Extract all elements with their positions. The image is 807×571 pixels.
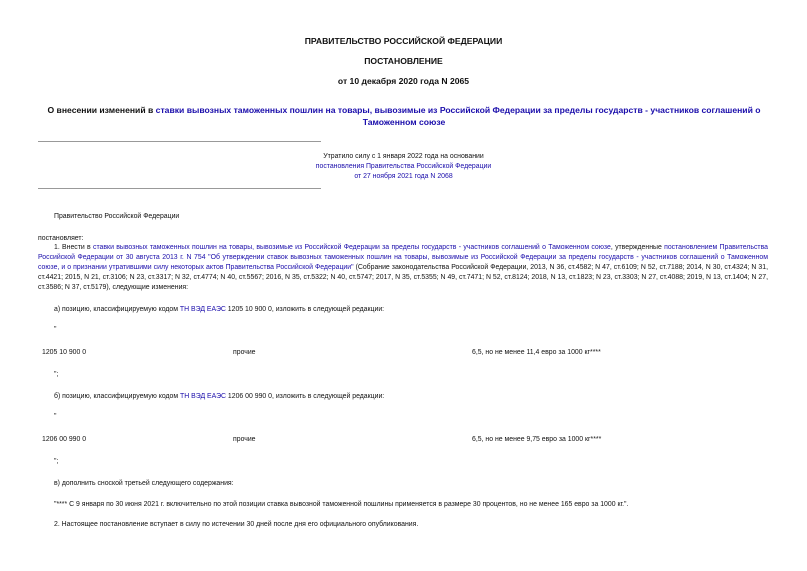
- row-2-code: 1206 00 990 0: [42, 436, 87, 443]
- document-title: [34, 104, 774, 128]
- p1-text-a: 1. Внести в: [54, 244, 94, 251]
- item-b-post: 1206 00 990 0, изложить в следующей редакции:: [226, 393, 385, 400]
- item-b-pre: б) позицию, классифицируемую кодом: [54, 393, 181, 400]
- row-1-code: 1205 10 900 0: [42, 349, 87, 356]
- item-c: в) дополнить сноской третьей следующего содержания:: [54, 480, 234, 487]
- document-date: от 10 декабря 2020 года N 2065: [337, 76, 470, 86]
- divider-bottom: [38, 188, 321, 189]
- repeal-notice: [300, 152, 507, 182]
- government-heading: ПРАВИТЕЛЬСТВО РОССИЙСКОЙ ФЕДЕРАЦИИ: [304, 36, 503, 46]
- paragraph-2: 2. Настоящее постановление вступает в силу по истечении 30 дней после дня его официального опубликования.: [54, 521, 419, 528]
- government-line: Правительство Российской Федерации: [54, 213, 180, 220]
- repeal-notice-link-date[interactable]: от 27 ноября 2021 года N 2068: [354, 173, 453, 180]
- item-b: [54, 392, 384, 402]
- close-quote-b: ";: [54, 458, 59, 465]
- p1-text-b: , утвержденные: [610, 244, 665, 251]
- p1-link-rates[interactable]: ставки вывозных таможенных пошлин на товары, вывозимые из Российской Федерации за пределы государств - участников соглашений о Таможенном союзе: [93, 244, 611, 251]
- item-a-post: 1205 10 900 0, изложить в следующей редакции:: [225, 306, 385, 313]
- paragraph-1: [38, 243, 768, 293]
- row-2-rate: 6,5, но не менее 9,75 евро за 1000 кг****: [472, 436, 602, 443]
- title-link[interactable]: ставки вывозных таможенных пошлин на товары, вывозимые из Российской Федерации за пределы государств - участников соглашений о Таможенном союзе: [155, 105, 761, 127]
- p1-text-c: (Собрание законодательства Российской Федерации, 2013, N 36, ст.4582; N 47, ст.6109; N 52, ст.7188; 2014, N 30, ст.4324; N 31, ст.4421; 2015, N 21, ст.3106; N 23, ст.3317; N 32, ст.4774; N 40, ст.5567; 2016, N 35, ст.5322; N 40, ст.5747; 2017, N 35, ст.5355; N 49, ст.7471; N 52, ст.8124; 2018, N 13, ст.1823; N 23, ст.3303; N 27, ст.4088; 2019, N 13, ст.1404; N 27, ст.3586; N 37, ст.5179), следующие изменения:: [38, 264, 768, 291]
- row-2-name: прочие: [233, 436, 256, 443]
- open-quote-b: ": [54, 413, 57, 420]
- open-quote-a: ": [54, 326, 57, 333]
- item-a-pre: а) позицию, классифицируемую кодом: [54, 306, 180, 313]
- repeal-notice-link[interactable]: постановления Правительства Российской Федерации: [315, 163, 492, 170]
- close-quote-a: ";: [54, 371, 59, 378]
- divider-top: [38, 141, 321, 142]
- document-type: ПОСТАНОВЛЕНИЕ: [364, 56, 443, 66]
- repeal-notice-line1: Утратило силу с 1 января 2022 года на основании: [323, 153, 484, 160]
- footnote-text: "**** С 9 января по 30 июня 2021 г. включительно по этой позиции ставка вывозной таможенной пошлины применяется в размере 30 процентов, но не менее 165 евро за 1000 кг.".: [54, 501, 629, 508]
- row-1-rate: 6,5, но не менее 11,4 евро за 1000 кг****: [472, 349, 601, 356]
- decrees-line: постановляет:: [38, 235, 84, 242]
- p1-link-resolution[interactable]: постановлением Правительства Российской Федерации от 30 августа 2013 г. N 754 "Об утверждении ставок вывозных таможенных пошлин на товары, вывозимые из Российской Федерации за пределы государств - участников соглашений о Таможенном союзе, и о признании утратившими силу некоторых актов Правительства Российской Федерации": [38, 244, 768, 271]
- row-1-name: прочие: [233, 349, 256, 356]
- item-b-link[interactable]: ТН ВЭД ЕАЭС: [180, 393, 227, 400]
- title-prefix: О внесении изменений в: [47, 105, 156, 115]
- item-a-link[interactable]: ТН ВЭД ЕАЭС: [179, 306, 226, 313]
- item-a: [54, 305, 384, 315]
